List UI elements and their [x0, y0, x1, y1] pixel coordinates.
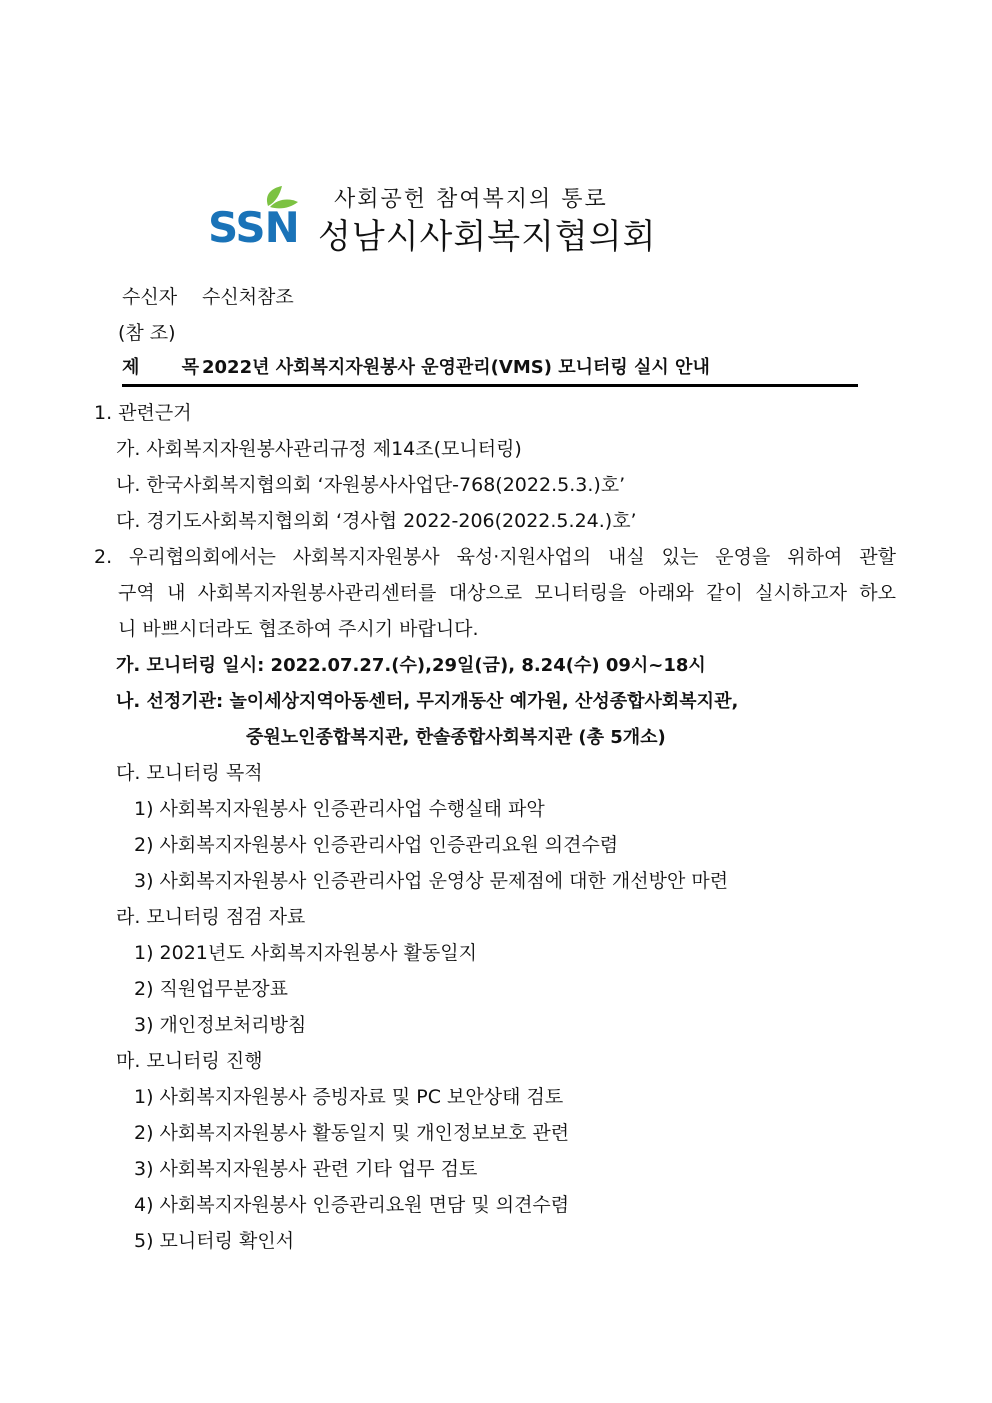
- section-2-line-2: 구역 내 사회복지자원봉사관리센터를 대상으로 모니터링을 아래와 같이 실시하고자 하오: [118, 582, 896, 604]
- selected-institutions-line-1: 나. 선정기관: 놀이세상지역아동센터, 무지개동산 예가원, 산성종합사회복지관,: [116, 691, 739, 712]
- materials-item: 2) 직원업무분장표: [134, 978, 289, 1000]
- recipient-row: [122, 282, 294, 309]
- monitoring-schedule: 가. 모니터링 일시: 2022.07.27.(수),29일(금), 8.24(수) 09시~18시: [116, 655, 706, 676]
- materials-item: 3) 개인정보처리방침: [134, 1014, 307, 1036]
- progress-item: 3) 사회복지자원봉사 관련 기타 업무 검토: [134, 1158, 478, 1180]
- slogan: 사회공헌 참여복지의 통로: [334, 187, 608, 212]
- purpose-item: 1) 사회복지자원봉사 인증관리사업 수행실태 파악: [134, 798, 545, 820]
- subject-label: 제 목: [122, 357, 218, 378]
- purpose-item: 3) 사회복지자원봉사 인증관리사업 운영상 문제점에 대한 개선방안 마련: [134, 870, 729, 892]
- purpose-item: 2) 사회복지자원봉사 인증관리사업 인증관리요원 의견수렴: [134, 834, 619, 856]
- ssn-logo: [208, 186, 300, 246]
- section-1-item-a: 가. 사회복지자원봉사관리규정 제14조(모니터링): [116, 438, 522, 460]
- materials-title: 라. 모니터링 점검 자료: [116, 906, 306, 928]
- subject-row: [122, 353, 710, 379]
- progress-item: 2) 사회복지자원봉사 활동일지 및 개인정보보호 관련: [134, 1122, 570, 1144]
- progress-item: 4) 사회복지자원봉사 인증관리요원 면담 및 의견수렴: [134, 1194, 570, 1216]
- selected-institutions-line-2: 중원노인종합복지관, 한솔종합사회복지관 (총 5개소): [246, 727, 666, 748]
- recipient-label: 수신자: [122, 286, 178, 308]
- progress-item: 5) 모니터링 확인서: [134, 1230, 295, 1252]
- subject-value: 2022년 사회복지자원봉사 운영관리(VMS) 모니터링 실시 안내: [202, 357, 710, 378]
- section-2-line-3: 니 바쁘시더라도 협조하여 주시기 바랍니다.: [118, 618, 479, 640]
- purpose-title: 다. 모니터링 목적: [116, 762, 263, 784]
- header-divider: [122, 384, 858, 387]
- svg-text:SSN: SSN: [208, 203, 299, 246]
- progress-item: 1) 사회복지자원봉사 증빙자료 및 PC 보안상태 검토: [134, 1086, 564, 1108]
- reference-row: [118, 318, 176, 345]
- materials-item: 1) 2021년도 사회복지자원봉사 활동일지: [134, 942, 477, 964]
- section-1-item-c: 다. 경기도사회복지협의회 ‘경사협 2022-206(2022.5.24.)호’: [116, 510, 637, 532]
- section-2-line-1: 2. 우리협의회에서는 사회복지자원봉사 육성·지원사업의 내실 있는 운영을 위하여 관할: [94, 546, 896, 568]
- recipient-value: 수신처참조: [202, 286, 294, 308]
- reference-label: (참 조): [118, 322, 176, 344]
- progress-title: 마. 모니터링 진행: [116, 1050, 263, 1072]
- section-1-item-b: 나. 한국사회복지협의회 ‘자원봉사사업단-768(2022.5.3.)호’: [116, 474, 626, 496]
- organization-name: 성남시사회복지협의회: [318, 217, 657, 257]
- section-1-title: 1. 관련근거: [94, 402, 192, 424]
